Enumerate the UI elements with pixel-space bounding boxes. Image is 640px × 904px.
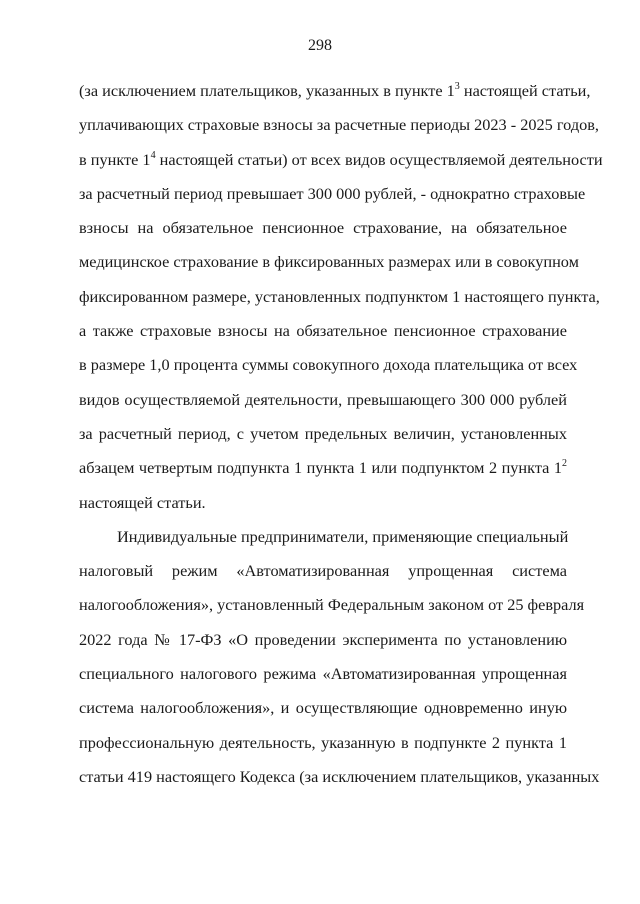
text-line: в пункте $1^4$ настоящей статьи) от всех видов осуществляемой деятельности <box>79 149 603 169</box>
text-line: (за исключением плательщиков, указанных в пункте $1^3$ настоящей статьи, <box>79 81 591 100</box>
text-line: статьи 419 настоящего Кодекса (за исключением плательщиков, указанных <box>79 766 600 786</box>
text-line: профессиональную деятельность, указанную в подпункте 2 пункта 1 <box>79 732 567 752</box>
paragraph-2 <box>79 520 600 794</box>
text-line: видов осуществляемой деятельности, превышающего 300 000 рублей <box>79 389 567 409</box>
text-line: специального налогового режима «Автоматизированная упрощенная <box>79 664 567 684</box>
text-line: налоговый режим «Автоматизированная упрощенная система <box>79 561 567 581</box>
text-line: в размере 1,0 процента суммы совокупного дохода плательщика от всех <box>79 355 578 375</box>
text-line: медицинское страхование в фиксированных размерах или в совокупном <box>79 252 579 272</box>
document-body <box>79 74 603 794</box>
superscript: 3 <box>454 81 460 92</box>
paragraph-1 <box>79 74 603 520</box>
text-line: налогообложения», установленный Федеральным законом от 25 февраля <box>79 595 585 615</box>
superscript: 2 <box>562 458 567 470</box>
text-line: взносы на обязательное пенсионное страхование, на обязательное <box>79 218 567 238</box>
text-line: Индивидуальные предприниматели, применяющие специальный <box>117 526 569 546</box>
text-line: система налогообложения», и осуществляющие одновременно иную <box>79 698 567 718</box>
text-line: настоящей статьи. <box>79 492 206 512</box>
superscript: 4 <box>150 149 156 161</box>
text-line: за расчетный период превышает 300 000 рублей, - однократно страховые <box>79 183 586 203</box>
text-line: 2022 года № 17-ФЗ «О проведении эксперимента по установлению <box>79 629 567 649</box>
text-line: за расчетный период, с учетом предельных величин, установленных <box>79 423 567 443</box>
text-line: а также страховые взносы на обязательное пенсионное страхование <box>79 321 567 341</box>
text-line: фиксированном размере, установленных подпунктом 1 настоящего пункта, <box>79 286 600 306</box>
text-line: абзацем четвертым подпункта 1 пункта 1 или подпунктом 2 пункта $1^2$ <box>79 458 567 478</box>
text-line: уплачивающих страховые взносы за расчетные периоды 2023 - 2025 годов, <box>79 115 599 135</box>
page-number: 298 <box>308 37 332 54</box>
